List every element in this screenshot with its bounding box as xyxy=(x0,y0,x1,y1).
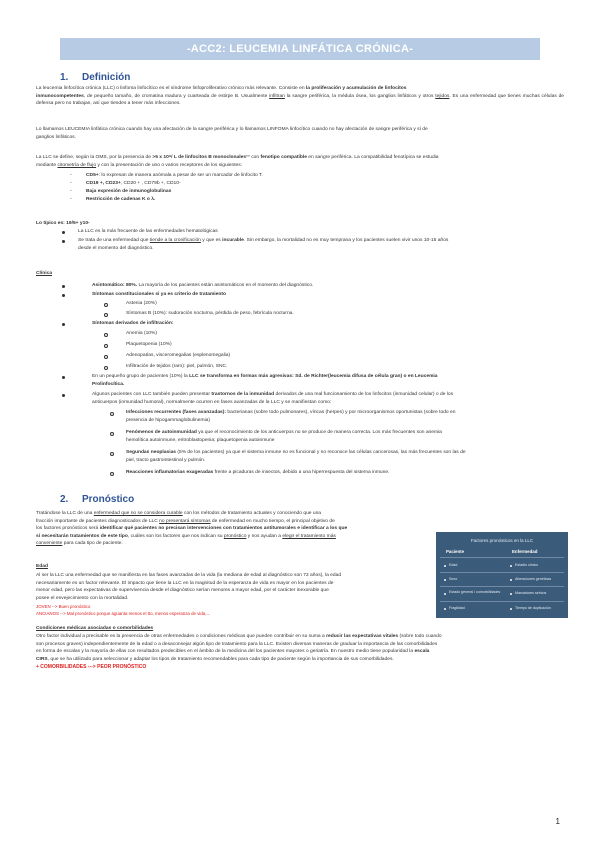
clinica-trastornos: Algunos pacientes con LLC también pueden presentar trastornos de la inmunidad derivados de una mal funcionamiento de los linfocitos (inmunidad celular) o de los anticuerpos (inmunidad humoral), normalmente ocurren en fases avanzadas de la LLC y se manifiestan como: xyxy=(92,392,454,405)
table-bullet-icon xyxy=(444,565,446,567)
clinica-subitem: Astenia (20%) xyxy=(126,301,157,306)
clinica-subitem: Síntomas B (10%): sudoración nocturna, pérdida de peso, febrícula nocturna. xyxy=(126,311,294,316)
marker-item: CD19 +, CD23+, CD20 + , CD79b +, CD10- xyxy=(86,181,181,186)
comorbilidades-paragraph: Otro factor individual a precisable es la presencia de otras enfermedades o condiciones médicas que pueden contribuir en su suma a reducir las expectativas vitales (sobre todo cuando son procesos graves) independientemente de la edad o a desaconsejar algún tipo de tratamiento para la LLC. Existen diversas maneras de graduar la importancia de las comorbilidades en forma de escalas y la mayoría de ellas con resultados predecibles en el ámbito de la medicina del los pacientes mayores o geriatría. En nuestro medio tiene popularidad la escala CIRS, que se ha utilizado para seleccionar y adaptar los tipos de tratamiento recomendables para cada tipo de paciente según la importancia de sus comorbilidades. xyxy=(36,634,442,662)
circle-bullet-icon xyxy=(110,432,114,436)
document-title-banner: -ACC2: LEUCEMIA LINFÁTICA CRÓNICA- xyxy=(60,38,540,60)
table-bullet-icon xyxy=(510,565,512,567)
marker-dash: - xyxy=(70,188,72,194)
table-header-paciente: Paciente xyxy=(446,549,465,554)
bullet-icon xyxy=(62,294,65,297)
bullet-icon xyxy=(62,240,65,243)
typical-item: La LLC es la más frecuente de las enfermedades hematológicas xyxy=(78,229,218,234)
table-cell: Alteraciones genéticas xyxy=(515,577,552,581)
circle-bullet-icon xyxy=(104,344,108,348)
table-bullet-icon xyxy=(510,593,512,595)
bullet-icon xyxy=(62,285,65,288)
table-cell: Estadio clínico xyxy=(515,563,539,567)
circle-bullet-icon xyxy=(104,333,108,337)
comorbilidades-note: + COMORBILIDADES ---> PEOR PRONÓSTICO xyxy=(36,664,147,670)
table-bullet-icon xyxy=(444,608,446,610)
prognostic-factors-table xyxy=(436,532,568,618)
circle-bullet-icon xyxy=(104,355,108,359)
ancianos-note: ANCIANOS --> Mal pronóstico porque aguanta menos el tto, menos esperanza de vida,... xyxy=(36,611,211,616)
pronostico-intro: Tratándose la LLC de una enfermedad que no se considera curable con los métodos de tratamiento actuales y conociendo que una fracción importante de pacientes diagnosticados de LLC no presentará síntomas de enfermedad en mucho tiempo, el principal objetivo de los factores pronósticos será identificar qué pacientes no precisan intervenciones con tratamientos antitumorales e identificar a los que sí necesitarán tratamientos de este tipo, cuáles son los factores que nos indican su pronóstico y nos ayudan a elegir el tratamiento más conveniente para cada tipo de paciente. xyxy=(36,511,348,547)
section-1-number: 1. xyxy=(60,72,69,83)
table-divider xyxy=(440,572,564,573)
table-cell: Marcadores séricos xyxy=(515,591,547,595)
circle-bullet-icon xyxy=(110,412,114,416)
clinica-subitem: Adenopatías, visceromegalias (esplenomegalia) xyxy=(126,353,231,358)
typical-label: Lo típico es: 19/5+ y10- xyxy=(36,221,90,226)
clinica-subitem: Anemia (10%) xyxy=(126,331,157,336)
clinica-label: Clínica xyxy=(36,271,53,276)
trastorno-item: Reacciones inflamatorias exageradas frente a picaduras de insectos, debido a una hiperrespuesta del sistema inmune. xyxy=(126,470,390,475)
circle-bullet-icon xyxy=(104,303,108,307)
table-divider xyxy=(440,557,564,558)
page-number: 1 xyxy=(555,817,560,826)
marker-dash: - xyxy=(70,180,72,186)
trastorno-item: Segundas neoplasias (5% de los pacientes) ya que el sistema inmune no es funcional y no reconoce las células cancerosas, las más frecuentes son las de piel, tracto gastrointestinal y pulmón. xyxy=(126,450,466,463)
table-header-enfermedad: Enfermedad xyxy=(512,549,538,554)
trastorno-item: Fenómenos de autoinmunidad ya que el reconocimiento de los anticuerpos no se produce de manera correcta. Los más frecuentes son anemia hemolítica autoinmune, eritroblastopenia; plaquetopenia autoinmune xyxy=(126,430,442,443)
table-cell: Tiempo de duplicación xyxy=(515,606,551,610)
bullet-icon xyxy=(62,394,65,397)
definition-paragraph-2: Lo llamamos LEUCEMIA linfática crónica cuando hay una afectación de la sangre periférica y lo llamamos LINFOMA linfocítico cuando no hay afectación de sangre periférica y sí de ganglios linfáticos. xyxy=(36,127,428,140)
clinica-subitem: Plaquetopenia (10%) xyxy=(126,342,172,347)
section-2-title: Pronóstico xyxy=(82,494,135,505)
table-cell: Fragilidad xyxy=(449,606,465,610)
definition-paragraph-1: La leucemia linfocítica crónica (LLC) o linfoma linfocítico es el síndrome linfoproliferativo crónico más relevante. Consiste en la proliferación y acumulación de linfocitos inmunocompetentes, de pequeño tamaño, de cromatina madura y cuarteada de estirpe B. Usualmente infiltran la sangre periférica, la médula ósea, los ganglios linfáticos y otros tejidos. Es una enfermedad que tienes muchas células de defensa pero no trabajan, así que tiendes a tener más infecciones. xyxy=(36,86,565,107)
section-1-heading xyxy=(60,72,130,83)
marker-item: Baja expresión de inmunoglobulinas xyxy=(86,189,172,194)
bullet-icon xyxy=(62,231,65,234)
marker-dash: - xyxy=(70,172,72,178)
typical-item: Se trata de una enfermedad que tiende a la cronificación y que es incurable. Sin embargo, la mortalidad no es muy temprana y los pacientes suelen vivir unos 10-15 años desde el momento del diagnóstico. xyxy=(78,238,449,251)
circle-bullet-icon xyxy=(110,472,114,476)
section-1-title: Definición xyxy=(82,72,131,83)
trastorno-item: Infecciones recurrentes (fases avanzadas): bacterianas (sobre todo pulmonares), víricas (herpes) y por microorganismos oportunistas (sobre todo en presencia de hipogammaglobulinemia) xyxy=(126,410,456,423)
table-bullet-icon xyxy=(444,593,446,595)
bullet-icon xyxy=(62,323,65,326)
circle-bullet-icon xyxy=(104,366,108,370)
joven-note: JOVEN --> Buen pronóstico xyxy=(36,604,91,609)
clinica-item: Síntomas constitucionales si ya es criterio de tratamiento xyxy=(92,292,226,297)
clinica-item: Síntomas derivados de infiltración: xyxy=(92,321,174,326)
table-bullet-icon xyxy=(510,579,512,581)
marker-item: CD5+: lo expresan de manera anómala a pesar de ser un marcador de linfocito T. xyxy=(86,173,263,178)
comorbilidades-label: Condiciones médicas asociadas o comorbilidades xyxy=(36,626,154,631)
table-title: Factores pronósticos en la LLC xyxy=(470,538,534,543)
clinica-subitem: Infiltración de tejidos (raro): piel, pulmón, SNC. xyxy=(126,364,228,369)
table-cell: Estado general / comorbilidades xyxy=(449,590,501,594)
circle-bullet-icon xyxy=(110,452,114,456)
table-cell: Sexo xyxy=(449,577,458,581)
marker-dash: - xyxy=(70,196,72,202)
circle-bullet-icon xyxy=(104,313,108,317)
edad-label: Edad xyxy=(36,564,48,569)
table-divider xyxy=(440,586,564,587)
bullet-icon xyxy=(62,376,65,379)
marker-item: Restricción de cadenas K o λ. xyxy=(86,197,156,202)
section-2-heading xyxy=(60,494,134,505)
clinica-item: Asintomático: 80%. La mayoría de los pacientes están asintomáticos en el momento del diagnóstico. xyxy=(92,283,314,288)
table-bullet-icon xyxy=(444,579,446,581)
clinica-richter: En un pequeño grupo de pacientes (10%) la LLC se transforma en formas más agresivas: Sd. de Richter(leucemia difusa de célula gran) o en Leucemia Prolinfocítica. xyxy=(92,374,438,387)
table-bullet-icon xyxy=(510,608,512,610)
table-cell: Edad xyxy=(449,563,458,567)
edad-paragraph: Al ser la LLC una enfermedad que se manifiesta en las fases avanzadas de la vida (la mediana de edad al diagnóstico son 72 años), la edad necesariamente es un factor relevante. El impacto que tiene la LLC en la magnitud de la esperanza de vida es mayor en los pacientes de menor edad, pero las expectativas de supervivencia desde el diagnóstico serían menores a mayor edad, por el carácter inexorable que posee el envejecimiento con la mortalidad. xyxy=(36,573,342,601)
definition-paragraph-3: La LLC se define, según la OMS, por la presencia de >5 x 10⁹/ L de linfocitos B monoclonales** con fenotipo compatible en sangre periférica. La compatibilidad fenotípica se estudia mediante citometría de flujo y con la presentación de uno o varios receptores de los siguientes: xyxy=(36,155,439,168)
table-divider xyxy=(440,601,564,602)
section-2-number: 2. xyxy=(60,494,69,505)
